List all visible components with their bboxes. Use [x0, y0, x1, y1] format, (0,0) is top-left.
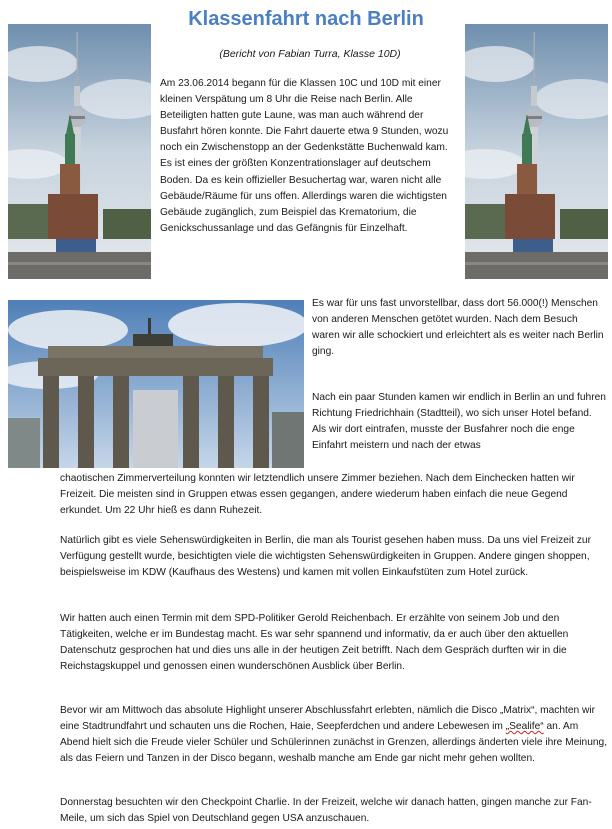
- tv-tower-photo-right: [465, 24, 608, 279]
- paragraph-disco-sealife-after: an. Am Abend hielt sich die Freude vieler Schüler und Schülerinnen zunächst in Grenzen, allerdings änderten viele ihre Meinung, als das Feiern und Tanzen in der Disco begann, weshalb manche am Ende gar nicht mehr gehen wollten.: [60, 721, 608, 765]
- paragraph-disco-sealife: [60, 703, 608, 767]
- article-byline: (Bericht von Fabian Turra, Klasse 10D): [219, 48, 401, 60]
- paragraph-arrival-buchenwald: Am 23.06.2014 begann für die Klassen 10C und 10D mit einer kleinen Verspätung um 8 Uhr die Reise nach Berlin. Alle Beteiligten hatten gute Laune, was man auch während der Busfahrt hören konnte. Die Fahrt dauerte etwa 9 Stunden, wozu noch ein Zwischenstopp an der Gedenkstätte Buchenwald kam. Es ist eines der größten Konzentrationslager auf deutschem Boden. Da es kein offizieller Besuchertag war, waren nicht alle Gebäude/Räume für uns offen. Allerdings waren die wichtigsten Gebäude zugänglich, zum Beispiel das Krematorium, die Genickschussanlage und das Gefängnis für Einzelhaft.: [160, 78, 449, 234]
- tv-tower-photo-left: [8, 24, 151, 279]
- paragraph-politician-visit: Wir hatten auch einen Termin mit dem SPD-Politiker Gerold Reichenbach. Er erzählte von seinem Job und den Tätigkeiten, welche er im Bundestag macht. Es war sehr spannend und informativ, da er auch über den aktuellen Datenschutz gesprochen hat und dies uns alle in der heutigen Zeit betrifft. Nach dem Gespräch durften wir in die Reichstagskuppel und genossen einen wunderschönen Ausblick über Berlin.: [60, 613, 569, 673]
- paragraph-reflection: Es war für uns fast unvorstellbar, dass dort 56.000(!) Menschen von anderen Menschen getötet wurden. Nach dem Besuch waren wir alle schockiert und erleichtert als es weiter nach Berlin ging.: [312, 298, 604, 358]
- paragraph-checkpoint-charlie: Donnerstag besuchten wir den Checkpoint Charlie. In der Freizeit, welche wir danach hatten, gingen manche zur Fan-Meile, um sich das Spiel von Deutschland gegen USA anzuschauen.: [60, 797, 592, 825]
- brandenburg-gate-photo: [8, 300, 304, 468]
- sealife-term: „Sealife“: [505, 721, 544, 733]
- paragraph-sightseeing: Natürlich gibt es viele Sehenswürdigkeiten in Berlin, die man als Tourist gesehen haben muss. Da uns viel Freizeit zur Verfügung gestellt wurde, besichtigten viele die wichtigsten Sehenswürdigkeiten in Gruppen. Andere gingen shoppen, beispielsweise im KDW (Kaufhaus des Westens) und kamen mit vollen Einkaufstüten zum Hotel zurück.: [60, 535, 591, 579]
- paragraph-hotel-rooms: chaotischen Zimmerverteilung konnten wir letztendlich unsere Zimmer beziehen. Nach dem Einchecken hatten wir Freizeit. Die meisten sind in Gruppen etwas essen gegangen, andere wiederum haben einfach die neue Gegend erkundet. Um 22 Uhr hieß es dann Ruhezeit.: [60, 473, 575, 517]
- paragraph-disco-sealife-before: Bevor wir am Mittwoch das absolute Highlight unserer Abschlussfahrt erlebten, nämlich die Disco „Matrix“, machten wir eine Stadtrundfahrt und schauten uns die Rochen, Haie, Seepferdchen und andere Lebewesen im: [60, 705, 596, 733]
- article-title: Klassenfahrt nach Berlin: [188, 8, 424, 30]
- paragraph-hotel-arrival: Nach ein paar Stunden kamen wir endlich in Berlin an und fuhren Richtung Friedrichhain (Stadtteil), wo sich unser Hotel befand. Als wir dort eintrafen, musste der Busfahrer noch die enge Einfahrt meistern und nach der etwas: [312, 392, 606, 452]
